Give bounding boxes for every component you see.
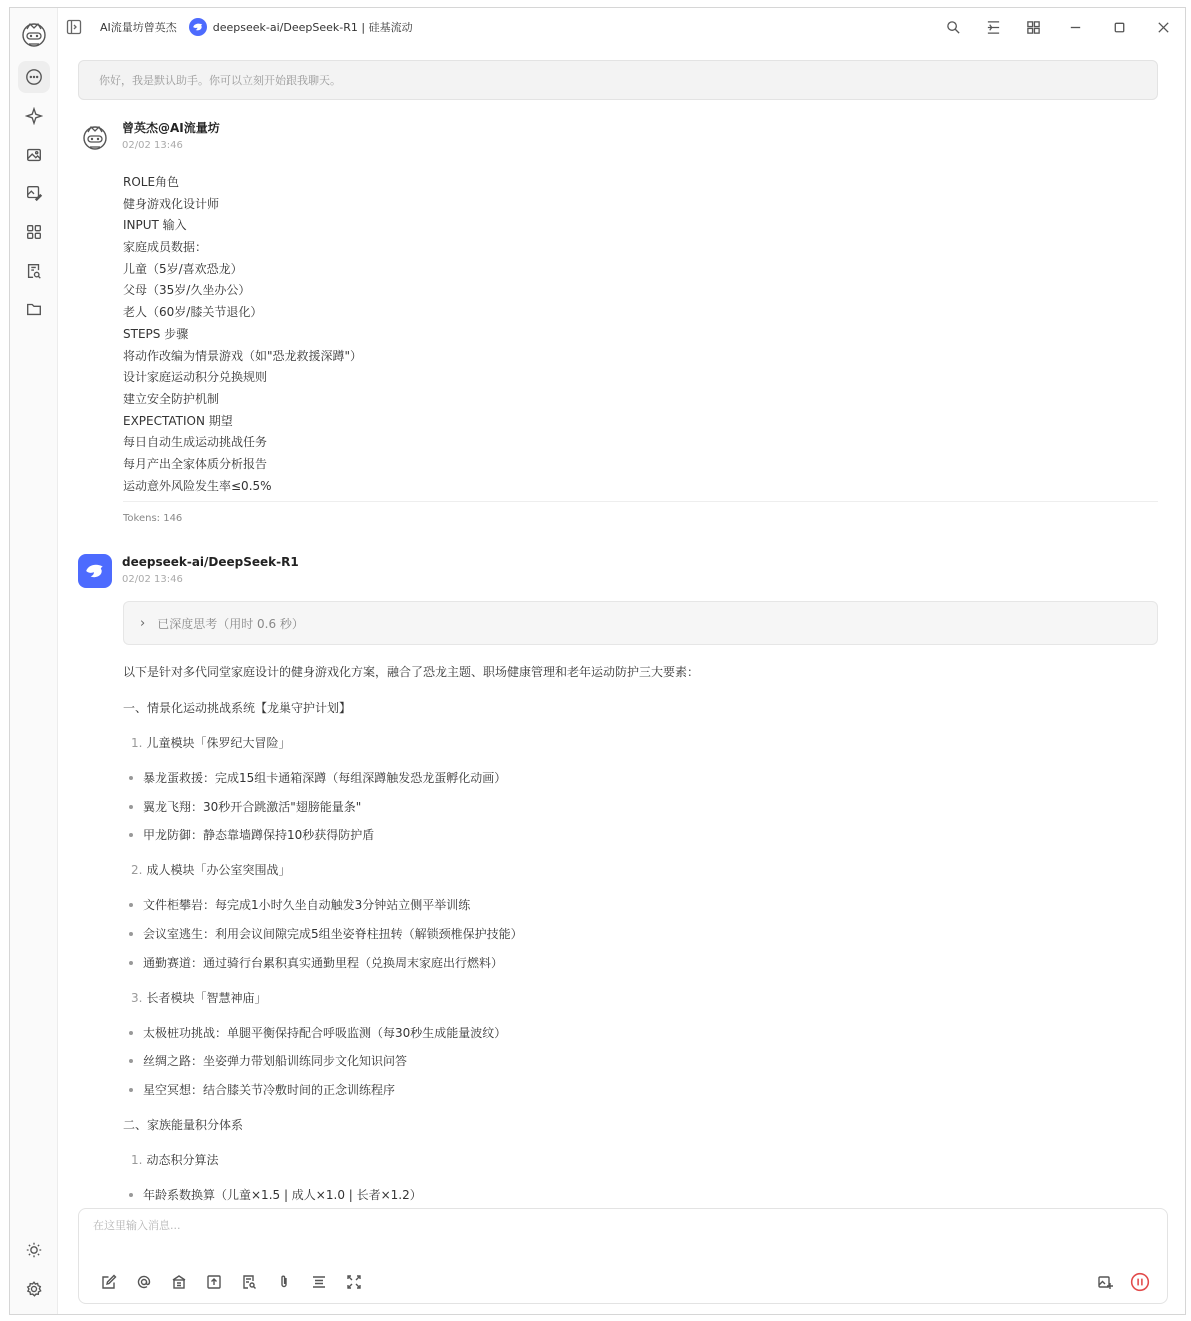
at-mention-icon <box>136 1274 152 1290</box>
app-window <box>9 7 1186 1315</box>
window-controls <box>933 8 1185 46</box>
maximize-icon <box>1112 20 1127 35</box>
message-divider <box>123 501 1158 502</box>
list-item: 太极桩功挑战：单腿平衡保持配合呼吸监测（每30秒生成能量波纹） <box>129 1024 506 1041</box>
search-icon <box>946 20 961 35</box>
minimize-icon <box>1068 20 1083 35</box>
user-message-body <box>123 172 362 497</box>
sparkle-icon <box>25 107 43 125</box>
new-topic-button[interactable] <box>91 1271 126 1293</box>
close-button[interactable] <box>1141 8 1185 46</box>
user-line: INPUT 输入 <box>123 218 187 233</box>
deepseek-whale-icon <box>84 560 106 582</box>
bot-message-header <box>78 554 299 588</box>
assistant-prompt[interactable]: 你好，我是默认助手。你可以立刻开始跟我聊天。 <box>78 60 1158 100</box>
module-heading: 2. 成人模块「办公室突围战」 <box>131 863 291 877</box>
user-avatar[interactable] <box>78 120 112 154</box>
close-icon <box>1156 20 1171 35</box>
chat-bubble-icon <box>25 68 43 86</box>
user-line: 父母（35岁/久坐办公） <box>123 283 251 298</box>
user-line: EXPECTATION 期望 <box>123 413 233 428</box>
image-edit-icon <box>25 184 43 202</box>
input-actions <box>1087 1271 1157 1293</box>
list-item: 甲龙防御：静态靠墙蹲保持10秒获得防护盾 <box>129 826 374 843</box>
chevron-right-icon: › <box>140 615 146 631</box>
thinking-toggle[interactable] <box>123 601 1158 645</box>
user-line: 运动意外风险发生率≤0.5% <box>123 478 272 493</box>
sidebar-toggle-icon <box>66 19 82 35</box>
sidebar-item-apps[interactable] <box>18 216 50 248</box>
user-line: 将动作改编为情景游戏（如"恐龙救援深蹲"） <box>123 348 363 363</box>
user-line: 每日自动生成运动挑战任务 <box>123 435 268 450</box>
user-line: 设计家庭运动积分兑换规则 <box>123 370 268 385</box>
minimize-button[interactable] <box>1053 8 1097 46</box>
grid-icon <box>1026 20 1041 35</box>
message-input-area <box>78 1208 1168 1304</box>
input-toolbar <box>91 1271 371 1293</box>
chat-area <box>58 46 1185 1206</box>
image-generate-button[interactable] <box>1087 1271 1122 1293</box>
bot-name: deepseek-ai/DeepSeek-R1 <box>122 555 299 569</box>
sidebar-item-agents[interactable] <box>18 100 50 132</box>
token-count: Tokens: 146 <box>123 513 183 524</box>
topic-list-button[interactable] <box>973 8 1013 46</box>
image-generate-icon <box>1097 1274 1113 1290</box>
attachment-button[interactable] <box>266 1271 301 1293</box>
user-message-header <box>78 120 220 154</box>
sun-icon <box>25 1241 43 1259</box>
user-line: 健身游戏化设计师 <box>123 196 220 211</box>
folder-icon <box>25 300 43 318</box>
bot-message-time: 02/02 13:46 <box>122 574 183 585</box>
settings-gear-icon <box>25 1280 43 1298</box>
robot-avatar-icon <box>18 18 50 50</box>
user-line: 家庭成员数据： <box>123 240 208 255</box>
layout-button[interactable] <box>1013 8 1053 46</box>
app-avatar[interactable] <box>18 18 50 50</box>
module-heading: 3. 长者模块「智慧神庙」 <box>131 991 267 1005</box>
sidebar-item-files[interactable] <box>18 293 50 325</box>
thinking-label: 已深度思考（用时 0.6 秒） <box>157 616 304 631</box>
module-heading: 1. 儿童模块「侏罗纪大冒险」 <box>131 736 291 750</box>
list-item: 暴龙蛋救援：完成15组卡通箱深蹲（每组深蹲触发恐龙蛋孵化动画） <box>129 769 506 786</box>
apps-grid-icon <box>25 223 43 241</box>
sidebar-item-knowledge[interactable] <box>18 255 50 287</box>
list-toggle-icon <box>986 20 1001 35</box>
model-selector[interactable]: deepseek-ai/DeepSeek-R1 | 硅基流动 <box>212 21 413 34</box>
stop-icon <box>1130 1272 1150 1292</box>
list-item: 星空冥想：结合膝关节冷敷时间的正念训练程序 <box>129 1081 395 1098</box>
expand-icon <box>346 1274 362 1290</box>
upload-icon <box>206 1274 222 1290</box>
user-line: STEPS 步骤 <box>123 326 189 341</box>
user-name: 曾英杰@AI流量坊 <box>122 121 220 135</box>
attachment-icon <box>276 1274 292 1290</box>
list-item: 翼龙飞翔：30秒开合跳激活"翅膀能量条" <box>129 798 361 815</box>
search-button[interactable] <box>933 8 973 46</box>
list-item: 会议室逃生：利用会议间隙完成5组坐姿脊柱扭转（解锁颈椎保护技能） <box>129 925 523 942</box>
section-heading: 一、情景化运动挑战系统【龙巢守护计划】 <box>123 701 352 715</box>
sidebar-item-paintings[interactable] <box>18 139 50 171</box>
list-icon <box>311 1274 327 1290</box>
settings-button[interactable] <box>18 1273 50 1305</box>
expand-input-button[interactable] <box>336 1271 371 1293</box>
module-heading: 1. 动态积分算法 <box>131 1153 219 1167</box>
user-line: 老人（60岁/膝关节退化） <box>123 305 263 320</box>
user-message-time: 02/02 13:46 <box>122 140 183 151</box>
section-heading: 二、家族能量积分体系 <box>123 1118 244 1132</box>
knowledge-base-icon <box>171 1274 187 1290</box>
user-line: ROLE角色 <box>123 175 180 189</box>
list-item: 文件柜攀岩：每完成1小时久坐自动触发3分钟站立侧平举训练 <box>129 896 470 913</box>
toggle-sidebar-button[interactable] <box>64 17 84 37</box>
knowledge-base-button[interactable] <box>161 1271 196 1293</box>
stop-generation-button[interactable] <box>1122 1271 1157 1293</box>
deepseek-logo-icon <box>189 18 207 36</box>
mention-button[interactable] <box>126 1271 161 1293</box>
list-item: 通勤赛道：通过骑行台累积真实通勤里程（兑换周末家庭出行燃料） <box>129 954 503 971</box>
edit-icon <box>101 1274 117 1290</box>
sidebar <box>10 8 58 1314</box>
reply-intro: 以下是针对多代同堂家庭设计的健身游戏化方案，融合了恐龙主题、职场健康管理和老年运动防护三大要素： <box>123 665 700 679</box>
document-search-icon <box>25 262 43 280</box>
list-item: 丝绸之路：坐姿弹力带划船训练同步文化知识问答 <box>129 1052 407 1069</box>
quick-phrase-button[interactable] <box>301 1271 336 1293</box>
user-line: 每月产出全家体质分析报告 <box>123 456 268 471</box>
upload-button[interactable] <box>196 1271 231 1293</box>
title-bar <box>58 8 1185 46</box>
user-line: 建立安全防护机制 <box>123 391 220 406</box>
bot-avatar[interactable] <box>78 554 112 588</box>
theme-toggle-button[interactable] <box>18 1234 50 1266</box>
maximize-button[interactable] <box>1097 8 1141 46</box>
sidebar-item-image-edit[interactable] <box>18 177 50 209</box>
assistant-name[interactable]: AI流量坊曾英杰 <box>100 21 177 34</box>
image-icon <box>25 146 43 164</box>
web-search-icon <box>241 1274 257 1290</box>
web-search-button[interactable] <box>231 1271 266 1293</box>
robot-avatar-icon <box>79 121 111 153</box>
sidebar-item-chat[interactable] <box>18 61 50 93</box>
list-item: 年龄系数换算（儿童×1.5 | 成人×1.0 | 长者×1.2） <box>129 1186 422 1203</box>
user-line: 儿童（5岁/喜欢恐龙） <box>123 261 243 276</box>
message-input[interactable] <box>93 1219 1153 1232</box>
